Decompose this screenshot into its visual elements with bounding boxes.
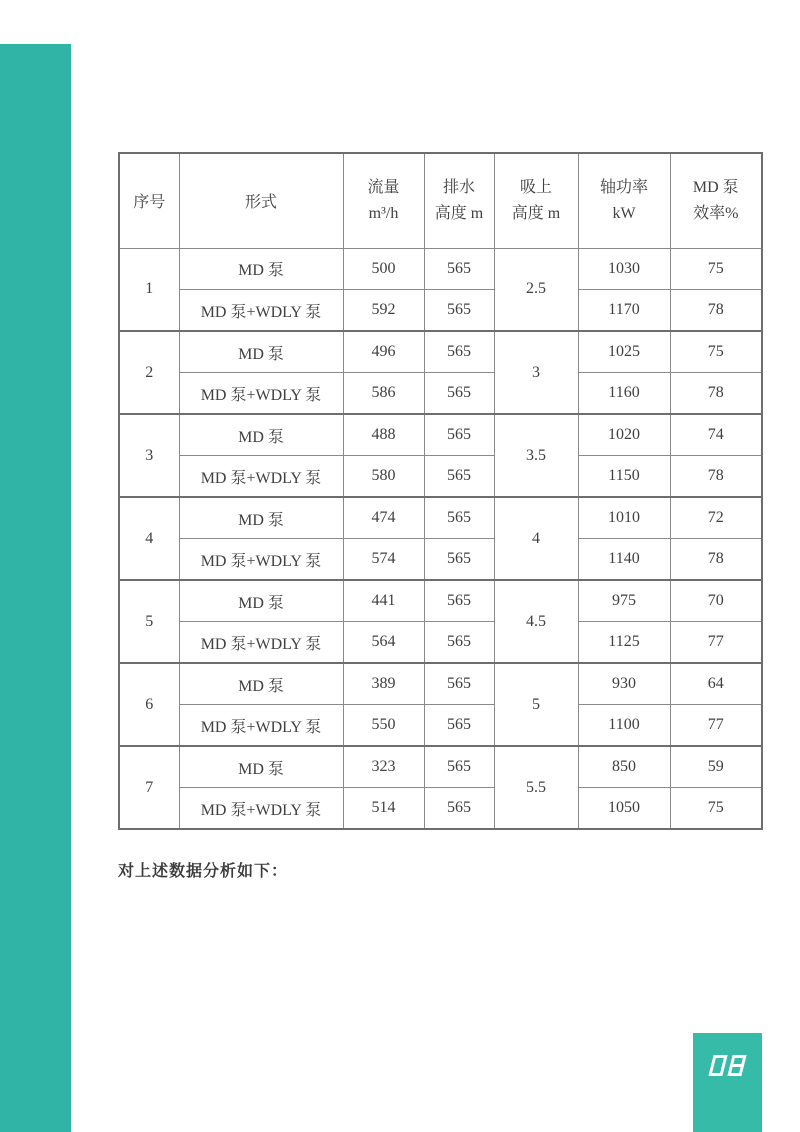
cell-drain-head: 565 <box>424 705 494 747</box>
cell-suction-head: 4.5 <box>494 580 578 663</box>
cell-drain-head: 565 <box>424 456 494 498</box>
cell-form: MD 泵 <box>179 331 343 373</box>
header-serial: 序号 <box>119 153 179 248</box>
pump-data-table <box>118 152 763 830</box>
cell-drain-head: 565 <box>424 414 494 456</box>
cell-serial: 3 <box>119 414 179 497</box>
table-row <box>119 663 762 705</box>
cell-flow: 550 <box>343 705 424 747</box>
cell-flow: 514 <box>343 788 424 830</box>
cell-power: 1160 <box>578 373 670 415</box>
cell-form: MD 泵+WDLY 泵 <box>179 788 343 830</box>
table-row <box>119 414 762 456</box>
cell-power: 1100 <box>578 705 670 747</box>
left-accent-bar <box>0 44 71 1132</box>
table-row <box>119 622 762 664</box>
cell-flow: 500 <box>343 248 424 290</box>
cell-efficiency: 78 <box>670 456 762 498</box>
table-row <box>119 248 762 290</box>
cell-drain-head: 565 <box>424 663 494 705</box>
table-row <box>119 331 762 373</box>
cell-serial: 1 <box>119 248 179 331</box>
header-shaft-power: 轴功率 kW <box>578 153 670 248</box>
cell-flow: 592 <box>343 290 424 332</box>
cell-power: 1020 <box>578 414 670 456</box>
cell-suction-head: 3.5 <box>494 414 578 497</box>
cell-efficiency: 75 <box>670 788 762 830</box>
cell-drain-head: 565 <box>424 497 494 539</box>
cell-power: 930 <box>578 663 670 705</box>
cell-flow: 474 <box>343 497 424 539</box>
cell-power: 1125 <box>578 622 670 664</box>
cell-drain-head: 565 <box>424 331 494 373</box>
cell-drain-head: 565 <box>424 746 494 788</box>
cell-suction-head: 5.5 <box>494 746 578 829</box>
cell-form: MD 泵+WDLY 泵 <box>179 705 343 747</box>
cell-power: 850 <box>578 746 670 788</box>
cell-flow: 441 <box>343 580 424 622</box>
cell-suction-head: 3 <box>494 331 578 414</box>
header-suction-height: 吸上 高度 m <box>494 153 578 248</box>
cell-form: MD 泵+WDLY 泵 <box>179 290 343 332</box>
cell-power: 1140 <box>578 539 670 581</box>
cell-form: MD 泵+WDLY 泵 <box>179 456 343 498</box>
table-row <box>119 373 762 415</box>
cell-flow: 496 <box>343 331 424 373</box>
page-number-digit <box>727 1055 746 1076</box>
cell-flow: 580 <box>343 456 424 498</box>
analysis-note: 对上述数据分析如下： <box>118 863 289 880</box>
cell-efficiency: 75 <box>670 331 762 373</box>
cell-drain-head: 565 <box>424 290 494 332</box>
cell-form: MD 泵+WDLY 泵 <box>179 539 343 581</box>
cell-serial: 2 <box>119 331 179 414</box>
cell-suction-head: 2.5 <box>494 248 578 331</box>
cell-power: 1150 <box>578 456 670 498</box>
header-md-efficiency: MD 泵 效率% <box>670 153 762 248</box>
cell-drain-head: 565 <box>424 373 494 415</box>
cell-power: 1030 <box>578 248 670 290</box>
cell-flow: 323 <box>343 746 424 788</box>
table-row <box>119 580 762 622</box>
cell-flow: 586 <box>343 373 424 415</box>
cell-power: 1025 <box>578 331 670 373</box>
table-row <box>119 456 762 498</box>
cell-suction-head: 4 <box>494 497 578 580</box>
table-row <box>119 539 762 581</box>
cell-power: 1010 <box>578 497 670 539</box>
cell-form: MD 泵 <box>179 414 343 456</box>
cell-drain-head: 565 <box>424 580 494 622</box>
cell-power: 1050 <box>578 788 670 830</box>
cell-drain-head: 565 <box>424 788 494 830</box>
page-number-digit <box>708 1055 727 1076</box>
page-number-badge <box>693 1033 762 1132</box>
cell-drain-head: 565 <box>424 248 494 290</box>
header-drain-height: 排水 高度 m <box>424 153 494 248</box>
cell-power: 1170 <box>578 290 670 332</box>
cell-drain-head: 565 <box>424 539 494 581</box>
cell-serial: 6 <box>119 663 179 746</box>
cell-efficiency: 78 <box>670 539 762 581</box>
cell-flow: 564 <box>343 622 424 664</box>
cell-efficiency: 75 <box>670 248 762 290</box>
cell-power: 975 <box>578 580 670 622</box>
cell-efficiency: 59 <box>670 746 762 788</box>
cell-efficiency: 74 <box>670 414 762 456</box>
header-flow: 流量 m³/h <box>343 153 424 248</box>
cell-efficiency: 70 <box>670 580 762 622</box>
cell-form: MD 泵 <box>179 248 343 290</box>
table-row <box>119 497 762 539</box>
cell-efficiency: 77 <box>670 705 762 747</box>
table-row <box>119 746 762 788</box>
cell-efficiency: 78 <box>670 373 762 415</box>
cell-flow: 574 <box>343 539 424 581</box>
cell-serial: 4 <box>119 497 179 580</box>
cell-efficiency: 77 <box>670 622 762 664</box>
cell-form: MD 泵+WDLY 泵 <box>179 622 343 664</box>
cell-efficiency: 78 <box>670 290 762 332</box>
cell-form: MD 泵 <box>179 663 343 705</box>
table-row <box>119 705 762 747</box>
cell-form: MD 泵 <box>179 497 343 539</box>
cell-flow: 389 <box>343 663 424 705</box>
table-row <box>119 788 762 830</box>
cell-suction-head: 5 <box>494 663 578 746</box>
cell-flow: 488 <box>343 414 424 456</box>
header-form: 形式 <box>179 153 343 248</box>
cell-efficiency: 64 <box>670 663 762 705</box>
cell-form: MD 泵 <box>179 580 343 622</box>
cell-form: MD 泵+WDLY 泵 <box>179 373 343 415</box>
cell-serial: 7 <box>119 746 179 829</box>
cell-form: MD 泵 <box>179 746 343 788</box>
cell-serial: 5 <box>119 580 179 663</box>
cell-drain-head: 565 <box>424 622 494 664</box>
table-header-row <box>119 153 762 248</box>
cell-efficiency: 72 <box>670 497 762 539</box>
table-row <box>119 290 762 332</box>
